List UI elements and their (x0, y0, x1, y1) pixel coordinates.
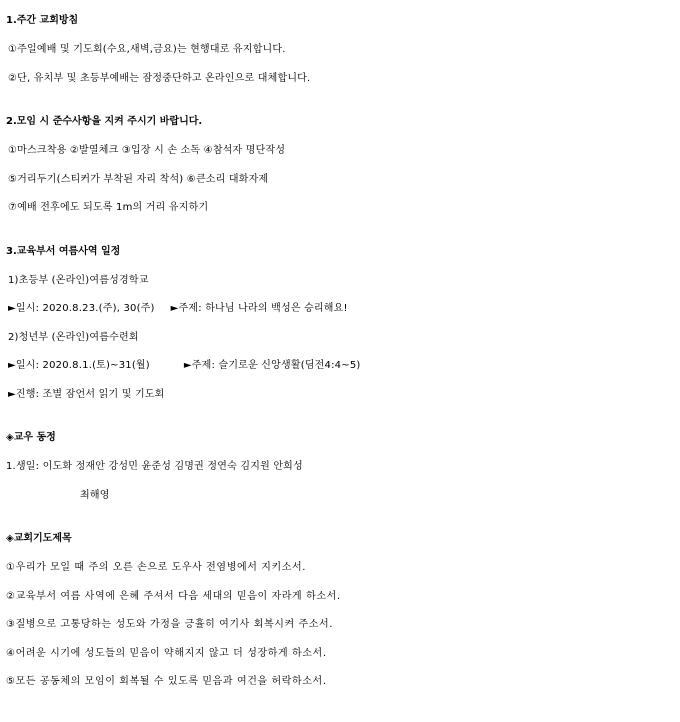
section-prayer-topics (6, 524, 680, 697)
youth-program-title: 2)청년부 (온라인)여름수련회 (8, 331, 139, 343)
section-gathering-rules (6, 107, 680, 223)
youth-date: ►일시: 2020.8.1.(토)~31(월) (8, 360, 150, 371)
elementary-program-title: 1)초등부 (온라인)여름성경학교 (8, 274, 149, 286)
elementary-date: ►일시: 2020.8.23.(주), 30(주) (8, 303, 155, 314)
section-title-prayer-topics: ◈교회기도제목 (6, 533, 72, 544)
prayer-item-4: ④어려운 시기에 성도들의 믿음이 약해지지 않고 더 성장하게 하소서. (6, 647, 327, 659)
prayer-item-3: ③질병으로 고통당하는 성도와 가정을 긍휼히 여기사 회복시켜 주소서. (6, 619, 334, 630)
section-title-education-schedule: 3.교육부서 여름사역 일정 (6, 245, 121, 257)
policy-item-2: ②단, 유치부 및 초등부예배는 잠정중단하고 온라인으로 대체합니다. (8, 72, 311, 84)
youth-program-activity: ►진행: 조별 잠언서 읽기 및 기도회 (8, 388, 165, 400)
rule-line-2: ⑤거리두기(스티커가 부착된 자리 착석) ⑥큰소리 대화자제 (8, 173, 269, 185)
youth-theme: ►주제: 슬기로운 신앙생활(딤전4:4~5) (183, 360, 361, 371)
rule-line-1: ①마스크착용 ②발열체크 ③입장 시 손 소독 ④참석자 명단작성 (8, 145, 286, 156)
birthday-list-continued: 최해영 (80, 489, 110, 501)
birthday-list: 1.생일: 이도화 정재안 강성민 윤준성 김명권 정연숙 김지원 안희성 (6, 461, 303, 472)
youth-program-details (6, 352, 680, 381)
rule-line-3: ⑦예배 전후에도 되도록 1m의 거리 유지하기 (8, 202, 209, 213)
section-title-member-news: ◈교우 동정 (6, 432, 56, 443)
elementary-theme: ►주제: 하나님 나라의 백성은 승리해요! (170, 303, 348, 314)
prayer-item-1: ①우리가 모일 때 주의 오른 손으로 도우사 전염병에서 지키소서. (6, 562, 307, 573)
section-member-news (6, 423, 680, 510)
prayer-item-5: ⑤모든 공동체의 모임이 회복될 수 있도록 믿음과 여건을 허락하소서. (6, 676, 327, 687)
policy-item-1: ①주일예배 및 기도회(수요,새벽,금요)는 현행대로 유지합니다. (8, 44, 286, 55)
section-education-schedule (6, 237, 680, 410)
elementary-program-details (6, 295, 680, 324)
section-title-gathering-rules: 2.모임 시 준수사항을 지켜 주시기 바랍니다. (6, 116, 203, 127)
prayer-item-2: ②교육부서 여름 사역에 은혜 주셔서 다음 세대의 믿음이 자라게 하소서. (6, 590, 341, 602)
section-title-worship-policy: 1.주간 교회방침 (6, 15, 79, 26)
section-worship-policy (6, 6, 680, 93)
